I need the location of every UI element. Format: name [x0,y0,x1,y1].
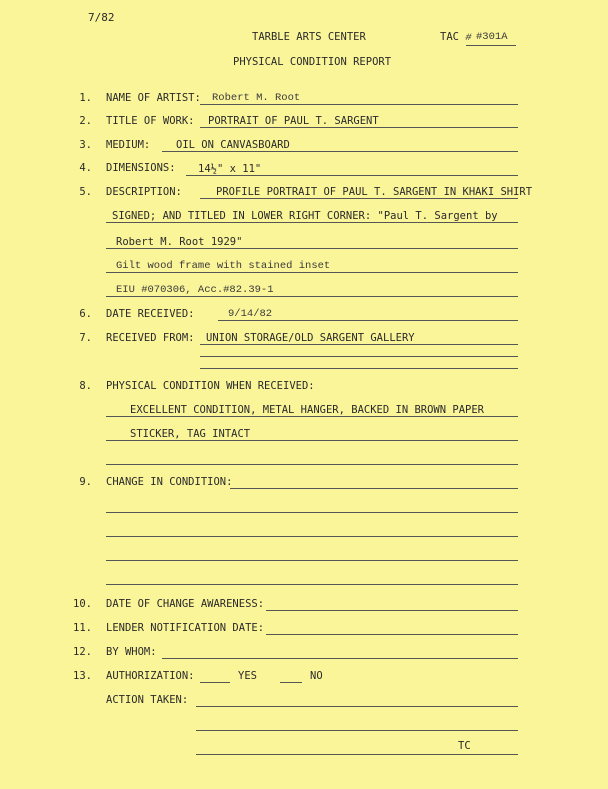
medium-line [162,151,518,152]
received-from-label: RECEIVED FROM: [106,332,195,344]
condition-line-2: STICKER, TAG INTACT [130,428,251,440]
change-rule-3 [106,560,518,561]
medium-value: OIL ON CANVASBOARD [176,139,290,151]
change-rule-4 [106,584,518,585]
item-number: 8. [79,380,92,392]
received-from-line-1 [200,344,518,345]
description-label: DESCRIPTION: [106,186,182,198]
lender-date-line [266,634,518,635]
report-title: PHYSICAL CONDITION REPORT [233,56,392,68]
item-number: 7. [79,332,92,344]
dimensions-line [186,175,518,176]
description-line-5: EIU #070306, Acc.#82.39-1 [116,284,274,296]
no-blank [280,682,302,683]
received-from-value: UNION STORAGE/OLD SARGENT GALLERY [206,332,415,344]
lender-date-label: LENDER NOTIFICATION DATE: [106,622,265,634]
item-number: 6. [79,308,92,320]
tac-underline [466,45,516,46]
corner-date: 7/82 [88,11,115,24]
tac-label: TAC # [440,31,472,44]
no-label: NO [310,670,323,682]
tac-number: #301A [476,31,508,43]
date-change-label: DATE OF CHANGE AWARENESS: [106,598,265,610]
description-rule-4 [106,272,518,273]
title-label: TITLE OF WORK: [106,115,195,127]
description-rule-1 [200,198,518,199]
yes-label: YES [238,670,257,682]
item-number: 5. [79,186,92,198]
received-from-line-2 [200,356,518,357]
description-rule-3 [106,248,518,249]
date-received-label: DATE RECEIVED: [106,308,195,320]
item-number: 2. [79,115,92,127]
description-line-1: PROFILE PORTRAIT OF PAUL T. SARGENT IN KHAKI SHIRT [216,186,533,198]
description-rule-2 [106,222,518,223]
item-number: 13. [73,670,92,682]
artist-line [200,104,518,105]
title-line [200,127,518,128]
change-rule-1 [106,512,518,513]
description-line-4: Gilt wood frame with stained inset [116,260,331,272]
item-number: 12. [73,646,92,658]
dimensions-value: 14½" x 11" [198,163,262,175]
condition-rule-3 [106,464,518,465]
artist-value: Robert M. Root [212,92,301,104]
item-number: 10. [73,598,92,610]
item-number: 3. [79,139,92,151]
by-whom-label: BY WHOM: [106,646,157,658]
description-line-3: Robert M. Root 1929" [116,236,243,248]
authorization-label: AUTHORIZATION: [106,670,195,682]
item-number: 9. [79,476,92,488]
action-rule-2 [196,730,518,731]
date-received-value: 9/14/82 [228,308,273,320]
condition-rule-2 [106,440,518,441]
received-from-line-3 [200,368,518,369]
change-rule-0 [230,488,518,489]
item-number: 11. [73,622,92,634]
medium-label: MEDIUM: [106,139,151,151]
date-received-line [218,320,518,321]
condition-received-label: PHYSICAL CONDITION WHEN RECEIVED: [106,380,315,392]
action-rule-3 [196,754,518,755]
change-condition-label: CHANGE IN CONDITION: [106,476,233,488]
description-rule-5 [106,296,518,297]
artist-label: NAME OF ARTIST: [106,92,201,104]
condition-rule-1 [106,416,518,417]
dimensions-label: DIMENSIONS: [106,162,176,174]
item-number: 4. [79,162,92,174]
date-change-line [266,610,518,611]
description-line-2: SIGNED; AND TITLED IN LOWER RIGHT CORNER: "Paul T. Sargent by [112,210,498,222]
change-rule-2 [106,536,518,537]
org-name: TARBLE ARTS CENTER [252,31,366,43]
condition-line-1: EXCELLENT CONDITION, METAL HANGER, BACKED IN BROWN PAPER [130,404,485,416]
action-taken-label: ACTION TAKEN: [106,694,189,706]
action-rule-1 [196,706,518,707]
yes-blank [200,682,230,683]
item-number: 1. [79,92,92,104]
by-whom-line [162,658,518,659]
initials: TC [458,740,471,752]
title-value: PORTRAIT OF PAUL T. SARGENT [208,115,379,127]
